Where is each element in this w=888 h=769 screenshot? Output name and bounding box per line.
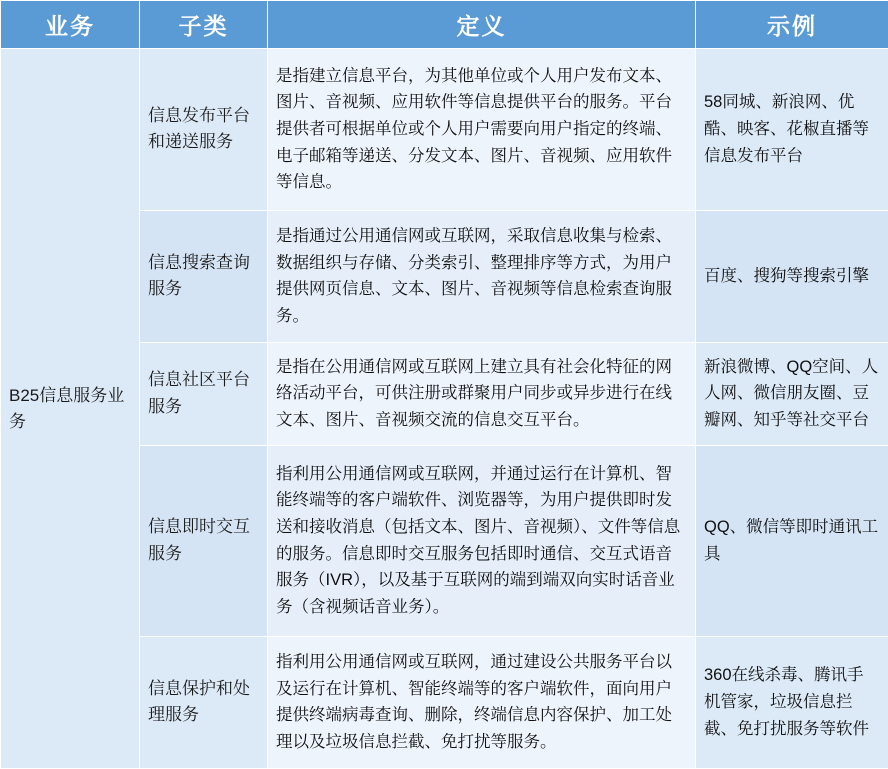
definition-text: 是指通过公用通信网或互联网，采取信息收集与检索、数据组织与存储、分类索引、整理排序等方式，为用户提供网页信息、文本、图片、音视频等信息检索查询服务。 (276, 226, 672, 325)
header-business: 业务 (1, 1, 140, 49)
example-cell (696, 49, 888, 211)
subtype-cell (140, 49, 268, 211)
header-definition: 定义 (268, 1, 696, 49)
table-body (1, 49, 888, 769)
example-text: 58同城、新浪网、优酷、映客、花椒直播等信息发布平台 (704, 93, 869, 165)
definition-cell (268, 445, 696, 636)
subtype-cell (140, 342, 268, 445)
subtype-label: 信息保护和处理服务 (148, 679, 250, 725)
subtype-cell (140, 445, 268, 636)
definition-text: 指利用公用通信网或互联网，并通过运行在计算机、智能终端等的客户端软件、浏览器等，为用户提供即时发送和接收消息（包括文本、图片、音视频）、文件等信息的服务。信息即时交互服务包括即时通信、交互式语音服务（IVR），以及基于互联网的端到端双向实时话音业务（含视频话音业务）。 (276, 464, 681, 617)
definition-text: 指利用公用通信网或互联网，通过建设公共服务平台以及运行在计算机、智能终端等的客户端软件，面向用户提供终端病毒查询、删除，终端信息内容保护、加工处理以及垃圾信息拦截、免打扰等服务。 (276, 652, 672, 752)
definition-text: 是指在公用通信网或互联网上建立具有社会化特征的网络活动平台，可供注册或群聚用户同步或异步进行在线文本、图片、音视频交流的信息交互平台。 (276, 357, 672, 430)
subtype-label: 信息搜索查询服务 (148, 252, 250, 299)
example-text: QQ、微信等即时通讯工具 (704, 517, 879, 563)
header-example: 示例 (696, 1, 888, 49)
subtype-cell (140, 636, 268, 768)
example-cell (696, 210, 888, 342)
header-row (1, 1, 888, 49)
table-header (1, 1, 888, 49)
subtype-label: 信息即时交互服务 (148, 517, 250, 563)
subtype-label: 信息社区平台服务 (148, 370, 250, 416)
example-cell (696, 445, 888, 636)
subtype-cell (140, 210, 268, 342)
table-row (1, 49, 888, 211)
definition-text: 是指建立信息平台，为其他单位或个人用户发布文本、图片、音视频、应用软件等信息提供平台的服务。平台提供者可根据单位或个人用户需要向用户指定的终端、电子邮箱等递送、分发文本、图片、音视频、应用软件等信息。 (276, 66, 672, 192)
definition-cell (268, 342, 696, 445)
example-cell (696, 342, 888, 445)
header-subtype: 子类 (140, 1, 268, 49)
definition-cell (268, 210, 696, 342)
example-text: 360在线杀毒、腾讯手机管家，垃圾信息拦截、免打扰服务等软件 (704, 666, 869, 738)
definition-cell (268, 49, 696, 211)
subtype-label: 信息发布平台和递送服务 (148, 105, 250, 152)
business-category-label: B25信息服务业务 (9, 386, 125, 431)
example-cell (696, 636, 888, 768)
business-category-cell (1, 49, 140, 769)
example-text: 百度、搜狗等搜索引擎 (704, 266, 869, 285)
example-text: 新浪微博、QQ空间、人人网、微信朋友圈、豆瓣网、知乎等社交平台 (704, 357, 879, 430)
definition-cell (268, 636, 696, 768)
